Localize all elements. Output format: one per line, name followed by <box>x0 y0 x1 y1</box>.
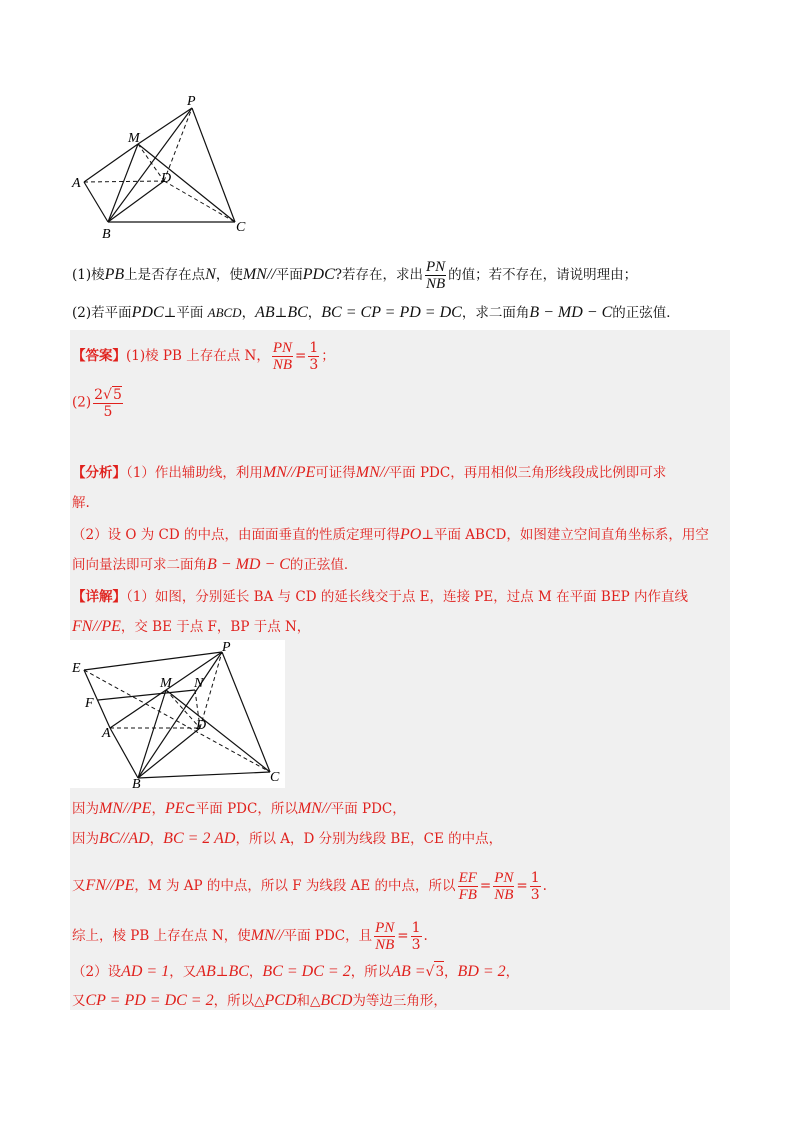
edge-bm <box>138 690 166 778</box>
label-c: C <box>270 770 280 785</box>
edge-mp <box>138 108 192 144</box>
edge-ab <box>84 182 108 222</box>
question-1: (1)棱PB上是否存在点N，使MN//平面PDC?若存在，求出 $\frac{PN}{NB}$ 的值；若不存在，请说明理由； <box>72 259 638 292</box>
detail-line-3: 因为MN//PE，PE⊂平面 PDC，所以MN//平面 PDC， <box>72 800 406 817</box>
label-p: P <box>222 640 231 655</box>
detail-line-4: 因为BC//AD，BC = 2 AD，所以 A，D 分别为线段 BE，CE 的中点， <box>72 830 503 847</box>
fraction-pn-nb: $\frac{PN}{NB}$ <box>425 259 446 292</box>
label-c: C <box>236 220 246 235</box>
detail-line-5: 又FN//PE，M 为 AP 的中点，所以 F 为线段 AE 的中点，所以 $\frac{EF}{FB}$ = $\frac{PN}{NB}$ = $\frac{1}{3}$ . <box>72 870 547 903</box>
analysis-line-3: （2）设 O 为 CD 的中点，由面面垂直的性质定理可得PO⊥平面 ABCD，如图建立空间直角坐标系，用空 <box>72 526 709 543</box>
label-a: A <box>102 726 111 741</box>
label-b: B <box>102 227 111 240</box>
answer-line-2: (2) $\frac{2√5}{5}$ <box>72 387 122 420</box>
edge-fn <box>98 690 195 700</box>
edge-mc <box>166 690 270 772</box>
detail-line-1: 【详解】（1）如图，分别延长 BA 与 CD 的延长线交于点 E，连接 PE，过点 M 在平面 BEP 内作直线 <box>72 589 689 605</box>
edge-ab <box>110 728 138 778</box>
detail-line-8: 又CP = PD = DC = 2，所以△PCD和△BCD为等边三角形， <box>72 992 447 1009</box>
label-m: M <box>160 676 172 691</box>
analysis-line-4: 间向量法即可求二面角B − MD − C的正弦值． <box>72 556 358 573</box>
edge-bd-solid <box>138 728 200 778</box>
detail-line-2: FN//PE，交 BE 于点 F，BP 于点 N， <box>72 618 311 635</box>
edge-bp <box>108 108 192 222</box>
edge-ec <box>84 670 270 772</box>
label-p: P <box>187 94 196 109</box>
edge-am <box>84 144 138 182</box>
label-d: D <box>196 718 207 733</box>
pyramid-figure-1 <box>70 90 260 240</box>
detail-line-7: （2）设AD = 1，又AB⊥BC，BC = DC = 2，所以AB =√3，BD = 2， <box>72 963 520 980</box>
edge-bp <box>138 652 222 778</box>
answer-line-1: 【答案】(1)棱 PB 上存在点 N， $\frac{PN}{NB}$ = $\frac{1}{3}$ ； <box>72 340 335 373</box>
edge-bc <box>138 772 270 778</box>
label-f: F <box>85 696 94 711</box>
edge-ep <box>84 652 222 670</box>
label-b: B <box>132 777 141 788</box>
label-a: A <box>72 176 81 191</box>
label-n: N <box>194 676 204 691</box>
question-2: (2)若平面PDC⊥平面 ABCD，AB⊥BC，BC = CP = PD = DC，求二面角B − MD − C的正弦值． <box>72 304 680 321</box>
label-e: E <box>72 661 81 676</box>
edge-pc <box>222 652 270 772</box>
edge-dc <box>164 181 235 222</box>
analysis-line-2: 解. <box>72 495 90 511</box>
pyramid-figure-2 <box>70 640 285 788</box>
label-d: D <box>161 171 172 186</box>
analysis-line-1: 【分析】（1）作出辅助线，利用MN//PE可证得MN//平面 PDC，再用相似三角形线段成比例即可求 <box>72 464 667 481</box>
edge-md <box>166 690 200 728</box>
detail-line-6: 综上，棱 PB 上存在点 N，使MN//平面 PDC，且 $\frac{PN}{NB}$ = $\frac{1}{3}$ . <box>72 920 428 953</box>
label-m: M <box>128 131 140 146</box>
